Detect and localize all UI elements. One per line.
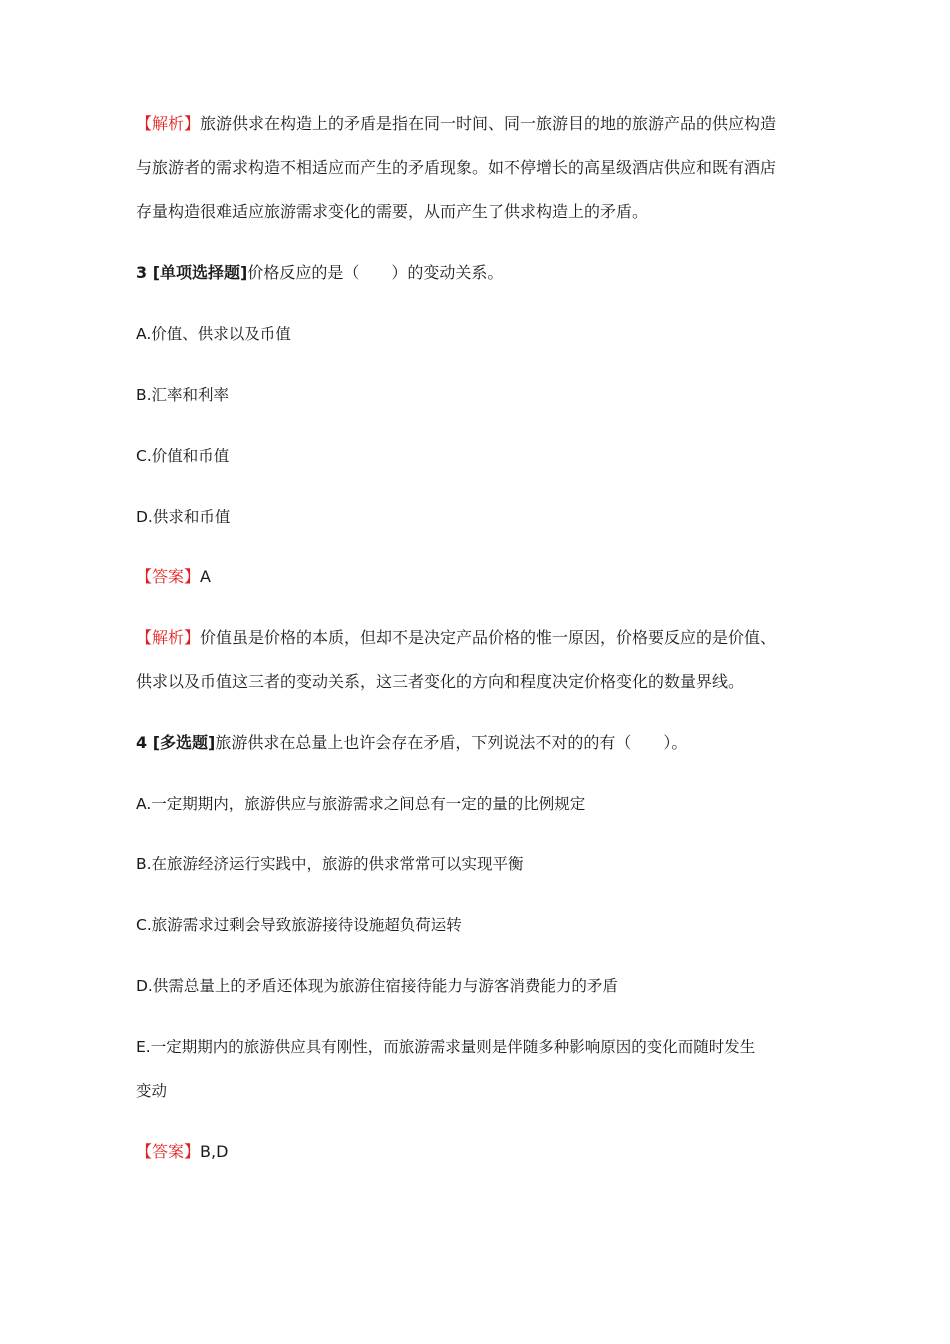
analysis-text: 价值虽是价格的本质，但却不是决定产品价格的惟一原因，价格要反应的是价值、 [200,628,777,647]
analysis-tag: 【解析】 [136,628,201,647]
question-number-type: 3 [单项选择题] [136,263,248,282]
option-e-continued: 变动 [136,1082,168,1100]
option-a: A.一定期期内，旅游供应与旅游需求之间总有一定的量的比例规定 [136,795,586,813]
answer-tag: 【答案】 [136,1142,201,1161]
option-b: B.汇率和利率 [136,386,230,404]
analysis-text: 存量构造很难适应旅游需求变化的需要，从而产生了供求构造上的矛盾。 [136,202,649,221]
analysis-paragraph-line [136,201,826,223]
analysis-text: 与旅游者的需求构造不相适应而产生的矛盾现象。如不停增长的高星级酒店供应和既有酒店 [136,158,777,177]
answer-line [136,566,826,588]
option-d: D.供求和币值 [136,508,231,526]
question-number-type: 4 [多选题] [136,733,216,752]
answer-value: B,D [200,1142,229,1161]
analysis-text: 旅游供求在构造上的矛盾是指在同一时间、同一旅游目的地的旅游产品的供应构造 [200,114,777,133]
option-d: D.供需总量上的矛盾还体现为旅游住宿接待能力与游客消费能力的矛盾 [136,977,618,995]
analysis-text: 供求以及币值这三者的变动关系，这三者变化的方向和程度决定价格变化的数量界线。 [136,672,745,691]
analysis-paragraph-line [136,627,826,649]
option-b: B.在旅游经济运行实践中，旅游的供求常常可以实现平衡 [136,855,524,873]
option-a: A.价值、供求以及币值 [136,325,291,343]
answer-value: A [200,567,211,586]
analysis-paragraph-line [136,157,826,179]
question-text: 价格反应的是（ ）的变动关系。 [247,263,504,282]
question-4-stem [136,732,826,754]
analysis-paragraph-line [136,113,826,135]
analysis-tag: 【解析】 [136,114,201,133]
analysis-paragraph-line [136,671,826,693]
answer-line [136,1141,826,1163]
question-3-stem [136,262,826,284]
option-c: C.旅游需求过剩会导致旅游接待设施超负荷运转 [136,916,462,934]
answer-tag: 【答案】 [136,567,201,586]
question-text: 旅游供求在总量上也许会存在矛盾，下列说法不对的的有（ ）。 [215,733,688,752]
option-e: E.一定期期内的旅游供应具有刚性，而旅游需求量则是伴随多种影响原因的变化而随时发生 [136,1038,756,1056]
option-c: C.价值和币值 [136,447,230,465]
